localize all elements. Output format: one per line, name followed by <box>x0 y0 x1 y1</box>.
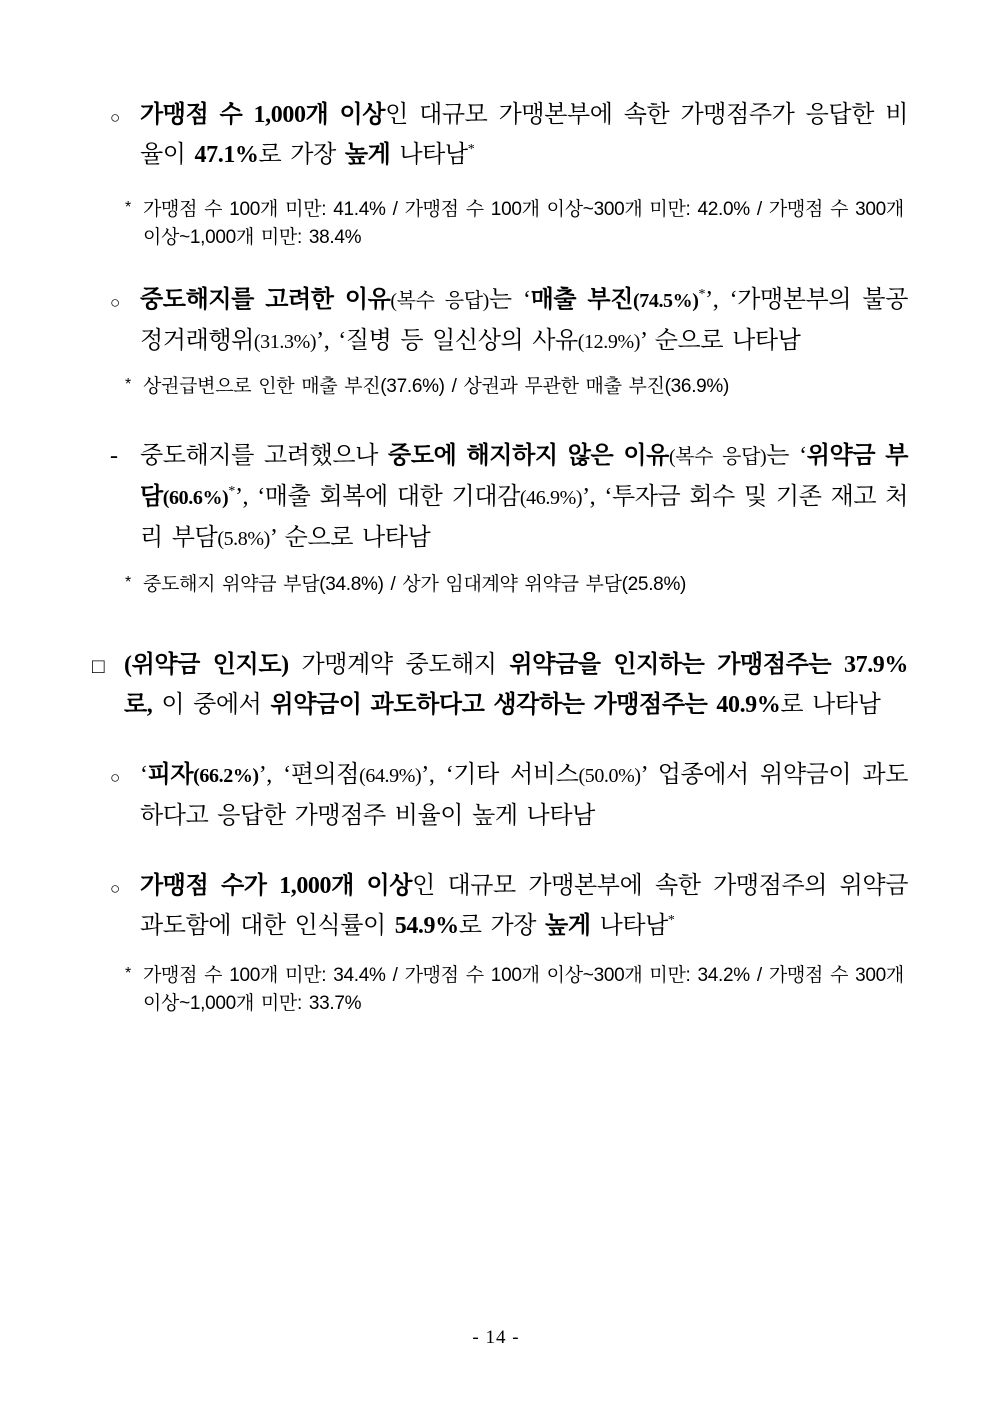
text-segment: (60.6%) <box>162 487 229 509</box>
body-paragraph <box>110 436 909 559</box>
bullet-marker: ○ <box>110 879 120 898</box>
footnote-reference: * <box>467 142 475 157</box>
text-segment: ’, ‘투자금 회수 및 기존 재고 처리 부담 <box>140 484 909 551</box>
text-segment: 54.9% <box>394 913 459 939</box>
text-segment: 가맹점 수 100개 미만: 41.4% / 가맹점 수 100개 이상~300개 미만: 42.0% / 가맹점 수 300개 이상~1,000개 미만: 38.4% <box>143 199 904 248</box>
text-segment: 가맹점 수가 1,000개 이상 <box>140 873 413 899</box>
bullet-marker: □ <box>92 654 105 678</box>
text-segment: 피자 <box>147 762 194 788</box>
footnote-paragraph <box>125 571 904 599</box>
text-segment: (복수 응답) <box>390 290 489 312</box>
body-paragraph <box>110 280 908 362</box>
bullet-marker: ○ <box>110 293 120 312</box>
document-body <box>0 95 992 1018</box>
footnote-paragraph <box>125 962 904 1018</box>
text-segment: 인 대규모 가맹본부에 속한 가맹점주가 응답한 비율이 <box>140 102 908 168</box>
text-segment: 로 가장 <box>258 142 345 168</box>
bullet-marker: ○ <box>110 768 120 787</box>
text-segment: 나타남 <box>590 913 668 939</box>
bullet-marker: ○ <box>110 108 120 127</box>
footnote-marker: * <box>125 574 131 591</box>
footnote-paragraph <box>125 373 904 401</box>
page-number: - 14 - <box>472 1327 520 1348</box>
text-segment: (31.3%) <box>253 331 317 353</box>
footnote-marker: * <box>125 199 131 216</box>
text-segment: 로 가장 <box>458 913 546 939</box>
text-segment: 매출 부진 <box>530 287 633 313</box>
text-segment: ’ 순으로 나타남 <box>639 328 801 354</box>
footnote-reference: * <box>698 287 706 302</box>
text-segment: (위약금 인지도) <box>124 652 289 678</box>
text-segment: ’ 업종에서 위약금이 과도하다고 응답한 가맹점주 비율이 높게 나타남 <box>140 762 908 829</box>
text-segment: 로 나타남 <box>780 692 881 718</box>
text-segment: 인 대규모 가맹본부에 속한 가맹점주의 위약금 과도함에 대한 인식률이 <box>140 873 909 939</box>
text-segment: 는 ‘ <box>766 443 807 469</box>
body-paragraph <box>110 95 908 175</box>
footnote-reference: * <box>228 484 235 499</box>
text-segment: 중도에 해지하지 않은 이유 <box>388 443 669 469</box>
text-segment: 나타남 <box>390 142 468 168</box>
text-segment: (64.9%) <box>359 765 422 787</box>
text-segment: ’, ‘기타 서비스 <box>421 762 579 788</box>
text-segment: 위약금이 과도하다고 생각하는 가맹점주는 40.9% <box>270 692 781 718</box>
text-segment: (46.9%) <box>519 487 583 509</box>
text-segment: ‘ <box>140 762 148 788</box>
text-segment: 가맹점 수 100개 미만: 34.4% / 가맹점 수 100개 이상~300개 미만: 34.2% / 가맹점 수 300개 이상~1,000개 미만: 33.7% <box>143 965 904 1014</box>
body-paragraph <box>92 645 908 725</box>
text-segment: ’ 순으로 나타남 <box>269 525 431 551</box>
footnote-marker: * <box>125 376 131 393</box>
text-segment: (12.9%) <box>577 331 640 353</box>
text-segment: 가맹계약 중도해지 <box>288 652 510 678</box>
text-segment: (66.2%) <box>193 765 259 787</box>
text-segment: 중도해지를 고려했으나 <box>140 443 389 469</box>
text-segment: 가맹점 수 1,000개 이상 <box>140 102 386 128</box>
text-segment: (복수 응답) <box>668 446 767 468</box>
text-segment: ’, ‘편의점 <box>258 762 360 788</box>
text-segment: 높게 <box>545 913 591 939</box>
text-segment: 는 ‘ <box>488 287 531 313</box>
text-segment: 위약금을 인지하는 가맹점주는 37.9%로, <box>124 652 908 718</box>
footnote-paragraph <box>125 196 904 252</box>
page-footer <box>0 1327 992 1349</box>
text-segment: 중도해지 위약금 부담(34.8%) / 상가 임대계약 위약금 부담(25.8%) <box>143 574 687 595</box>
text-segment: 중도해지를 고려한 이유 <box>140 287 391 313</box>
text-segment: 높게 <box>344 142 391 168</box>
text-segment: 상권급변으로 인한 매출 부진(37.6%) / 상권과 무관한 매출 부진(36.9%) <box>143 376 730 397</box>
text-segment: (5.8%) <box>217 528 270 550</box>
text-segment: (50.0%) <box>578 765 641 787</box>
text-segment: 47.1% <box>194 142 259 168</box>
text-segment: ’, ‘질병 등 일신상의 사유 <box>316 328 578 354</box>
text-segment: ’, ‘가맹본부의 불공정거래행위 <box>140 287 908 354</box>
body-paragraph <box>110 755 908 836</box>
text-segment: ’, ‘매출 회복에 대한 기대감 <box>234 484 520 510</box>
text-segment: 이 중에서 <box>152 692 271 718</box>
footnote-reference: * <box>667 913 675 928</box>
footnote-marker: * <box>125 965 131 982</box>
text-segment: 위약금 부담 <box>140 443 908 510</box>
text-segment: (74.5%) <box>633 290 699 312</box>
bullet-marker: - <box>110 443 118 469</box>
body-paragraph <box>110 866 909 946</box>
